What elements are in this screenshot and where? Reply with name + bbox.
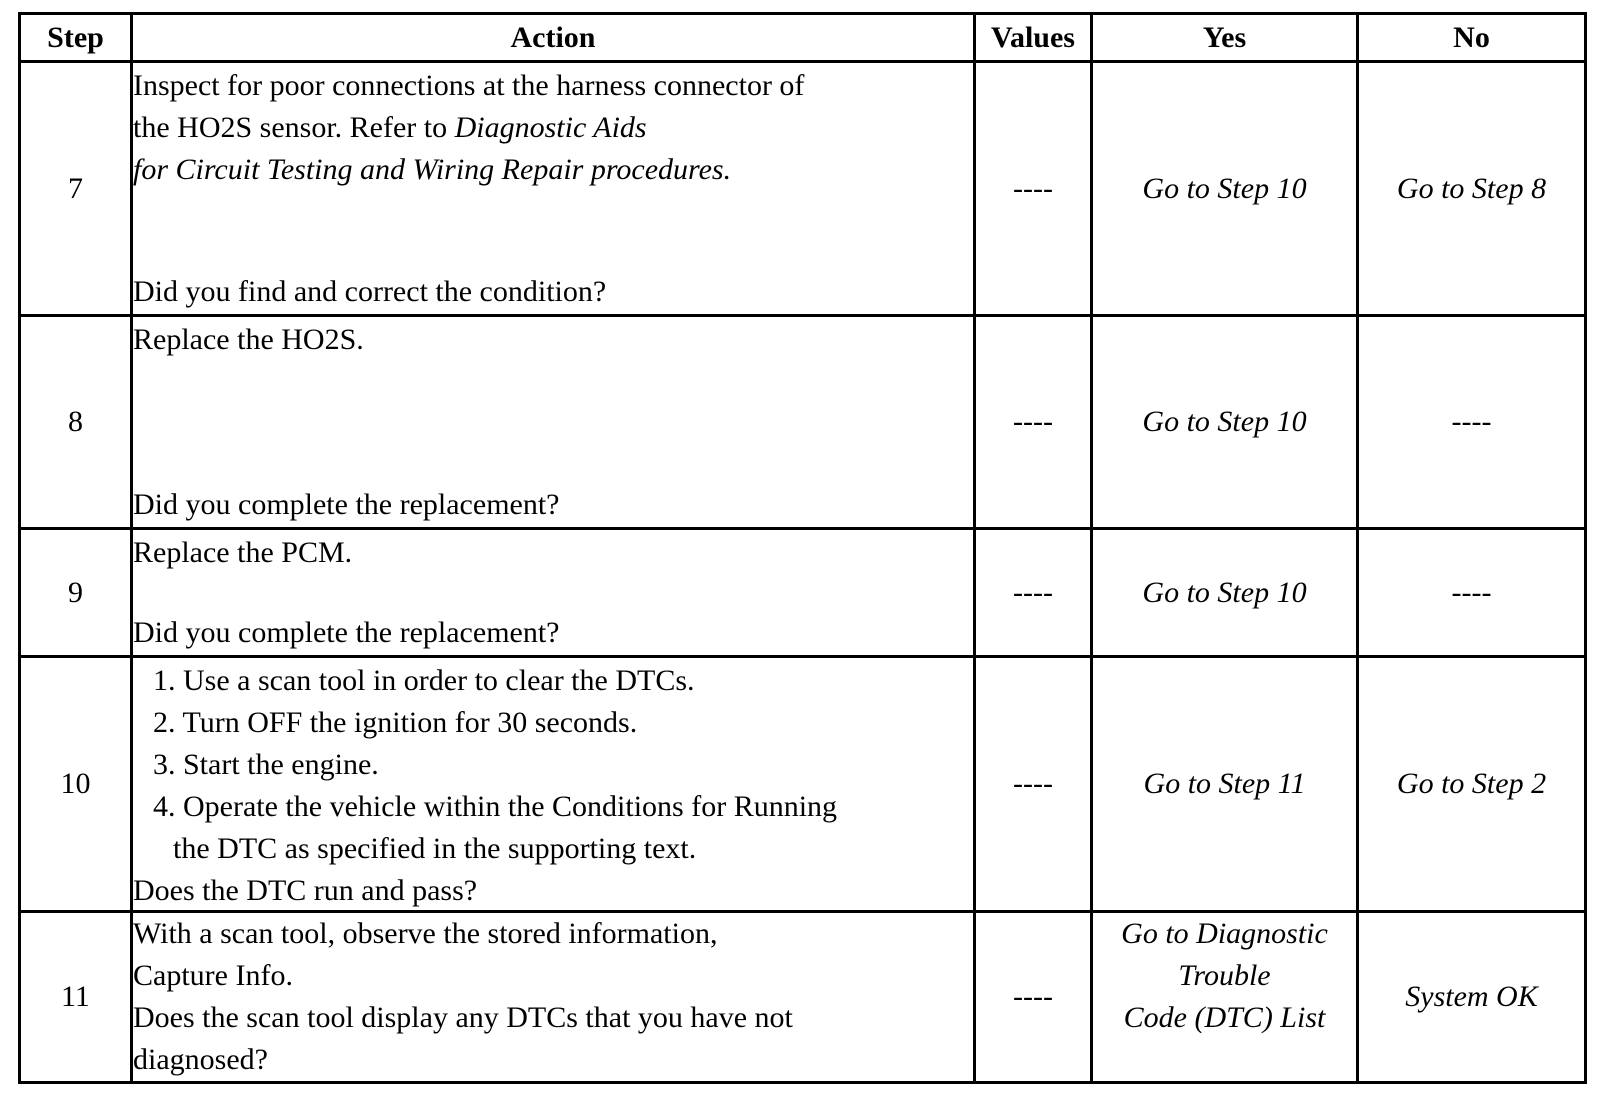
action-question: Did you find and correct the condition? [133,274,607,308]
values-cell: ---- [975,912,1092,1083]
header-no: No [1358,14,1586,62]
header-action: Action [132,14,975,62]
action-text: With a scan tool, observe the stored information, [133,917,718,950]
action-cell [132,657,975,912]
values-cell: ---- [975,316,1092,529]
action-question: Did you complete the replacement? [133,487,560,521]
yes-cell: Go to Step 10 [1092,316,1358,529]
action-text: Capture Info. [133,959,293,992]
table-row-step-7 [20,62,1586,316]
action-cell [132,62,975,316]
header-step: Step [20,14,132,62]
header-row [20,14,1586,62]
yes-cell: Go to Step 11 [1092,657,1358,912]
list-item-continuation: the DTC as specified in the supporting text. [173,831,697,865]
yes-link-text: Go to Diagnostic [1121,917,1328,950]
action-text: Replace the HO2S. [133,322,364,356]
diagnostic-table [18,12,1587,1084]
action-text: Replace the PCM. [133,535,353,569]
step-number: 8 [20,316,132,529]
yes-cell: Go to Step 10 [1092,529,1358,657]
table-row-step-10 [20,657,1586,912]
yes-link-text: Trouble [1178,959,1271,992]
action-cell [132,529,975,657]
diagnostic-aids-link: Diagnostic Aids [454,110,647,144]
list-item: 1. Use a scan tool in order to clear the DTCs. [153,663,695,697]
yes-cell [1092,912,1358,1083]
step-number: 11 [20,912,132,1083]
action-cell [132,912,975,1083]
action-question: Does the DTC run and pass? [133,873,478,907]
table-row-step-8 [20,316,1586,529]
header-yes: Yes [1092,14,1358,62]
action-text-plain: the HO2S sensor. Refer to [133,110,455,144]
action-question: Does the scan tool display any DTCs that you have not [133,1001,793,1034]
action-text [133,107,973,149]
table-row-step-11 [20,912,1586,1083]
header-values: Values [975,14,1092,62]
step-number: 9 [20,529,132,657]
list-item: 4. Operate the vehicle within the Conditions for Running [153,789,838,823]
yes-link-text: Code (DTC) List [1123,1001,1326,1034]
action-question: diagnosed? [133,1043,268,1076]
action-text: Inspect for poor connections at the harness connector of [133,68,805,102]
values-cell: ---- [975,529,1092,657]
no-cell: ---- [1358,316,1586,529]
no-cell: System OK [1358,912,1586,1083]
table-row-step-9 [20,529,1586,657]
values-cell: ---- [975,657,1092,912]
list-item: 3. Start the engine. [153,747,379,781]
no-cell: Go to Step 8 [1358,62,1586,316]
no-cell: ---- [1358,529,1586,657]
no-cell: Go to Step 2 [1358,657,1586,912]
list-item: 2. Turn OFF the ignition for 30 seconds. [153,705,638,739]
action-cell [132,316,975,529]
action-question: Did you complete the replacement? [133,615,560,649]
action-text-italic: for Circuit Testing and Wiring Repair procedures. [133,152,732,186]
values-cell: ---- [975,62,1092,316]
step-number: 10 [20,657,132,912]
step-number: 7 [20,62,132,316]
yes-cell: Go to Step 10 [1092,62,1358,316]
